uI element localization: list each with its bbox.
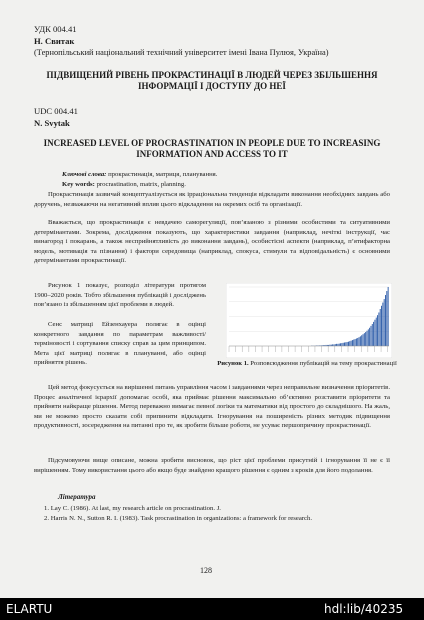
keywords-en-label: Key words: [62,181,95,188]
footer-repository-name[interactable]: ELARTU [6,602,53,616]
title-en: INCREASED LEVEL OF PROCRASTINATION IN PEOPLE DUE TO INCREASING INFORMATION AND ACCESS TO IT [43,138,381,159]
chart-bar [347,342,348,346]
chart-bar [364,333,365,346]
reference-item-1: 1. Lay C. (1986). At last, my research article on procrastination. J. [44,505,221,512]
references-heading: Література [58,493,96,501]
paragraph-6: Підсумовуючи вище описане, можна зробити висновок, що ріст цієї проблеми присутній і ігнорування її не є її вирішенням. Тому використання цього або якщо буде знайдено кращого рішення є одним з кроків для його подолання. [34,457,390,474]
page-number: 128 [200,566,212,575]
chart-bar [368,329,369,346]
figure-caption [212,360,402,369]
chart-bar [381,306,382,346]
chart-bar [376,318,377,346]
chart-bar [373,322,374,346]
chart-bar [369,328,370,346]
chart-bar [360,336,361,346]
keywords-ua [62,170,217,180]
chart-frame [226,283,392,358]
chart-bar [363,334,364,346]
chart-bar [388,287,389,346]
chart-bar [385,295,386,346]
udc-ua: УДК 004.41 [34,24,77,34]
paragraph-5: Цей метод фокусується на вирішенні питань управління часом і завданнями через неправильне визначення пріоритетів. Процес аналітичної ієрархії допомагає особі, яка приймає рішення максимально об’єктивно розставити пріоритети та прийняти найкраще рішення. Метод переважно вимагає певної логіки та математики від простого до складнішого. На жаль, ми не можемо просто сказати собі припинити відкладати. Ігнорування на поширеність різних методик підвищення продуктивності, зосередження на питанні про те, як зробити більше роботи, не усуває першопричину прокрастинації. [34,384,390,429]
paragraph-3: Рисунок 1 показує, розподіл літератури протягом 1900–2020 років. Тобто збільшення публікацій і досліджень пов’язано із збільшенням цієї проблеми в людей. [34,282,206,308]
affiliation-ua: (Тернопільський національний технічний університет імені Івана Пулюя, Україна) [34,48,329,57]
paragraph-2: Вважається, що прокрастинація є невдачею саморегуляції, пов’язаною з різними особистими та ситуативними детермінантами. Зокрема, дослідження показують, що характеристики завдання (наприклад, нечіткі інструкції, час винагород і покарань, а також несприйнятливість до виконання завдань), особистісні аспекти (наприклад, п’ятифакторна модель, мотивація та пізнання) і фактори середовища (наприклад, спокуса, стимули та відповідальність) є основними детермінантами прокрастинації. [34,219,390,264]
reference-item-2: 2. Harris N. N., Sutton R. I. (1983). Task procrastination in organizations: a framework for research. [44,515,313,522]
chart-bar [352,340,353,346]
figure-caption-text: Розповсюдження публікацій на тему прокрастинації [248,360,397,367]
udc-en: UDC 004.41 [34,106,78,116]
publication-chart [226,283,392,358]
keywords-en [62,180,186,190]
chart-bar [336,344,337,346]
chart-bar [340,343,341,346]
chart-bar [384,299,385,346]
keywords-en-text: procrastination, matrix, planning. [94,181,186,188]
chart-bar [335,344,336,346]
chart-bar [372,324,373,346]
keywords-ua-text: прокрастинація, матриця, планування. [106,171,218,178]
footer-bar [0,598,424,620]
chart-bar [348,342,349,346]
chart-bar [365,332,366,346]
chart-bar [345,342,346,346]
figure-label: Рисунок 1. [217,360,249,367]
chart-bar [377,315,378,346]
chart-bar [359,337,360,346]
chart-bar [374,320,375,346]
chart-bar [357,338,358,346]
chart-bar [382,303,383,346]
chart-bar [380,309,381,346]
chart-bar [339,344,340,346]
chart-bar [351,341,352,346]
paragraph-4: Сенс матриці Ейзенхауера полягає в оцінці конкретного завдання по параметрам важливості/терміновості і сортування списку справ за цим принципом. Мета цієї матриці полягає в плануванні, або оцінці прийняття рішень. [34,321,206,366]
paragraph-1: Прокрастинація зазвичай концептуалізується як ірраціональна тенденція відкладати виконання необхідних завдань або доручень, незважаючи на негативний вплив цього відкладення на окремих осіб та організації. [34,191,390,208]
chart-bar [341,343,342,346]
chart-bar [349,341,350,346]
chart-bar [386,291,387,346]
chart-bar [367,331,368,346]
footer-handle[interactable]: hdl:lib/40235 [324,602,404,616]
publication-chart-svg [226,283,392,358]
chart-bar [378,312,379,346]
chart-bar [355,339,356,346]
chart-bar [344,343,345,346]
chart-bar [353,340,354,346]
chart-bar [356,338,357,346]
chart-bar [361,335,362,346]
author-ua: Н. Свитак [34,36,75,46]
keywords-ua-label: Ключові слова: [62,171,107,178]
chart-bar [343,343,344,346]
author-en: N. Svytak [34,118,70,128]
chart-bar [337,344,338,346]
chart-bar [370,326,371,346]
title-ua: ПІДВИЩЕНИЙ РІВЕНЬ ПРОКРАСТИНАЦІЇ В ЛЮДЕЙ ЧЕРЕЗ ЗБІЛЬШЕННЯ ІНФОРМАЦІЇ І ДОСТУПУ ДО НЕЇ [46,70,378,91]
